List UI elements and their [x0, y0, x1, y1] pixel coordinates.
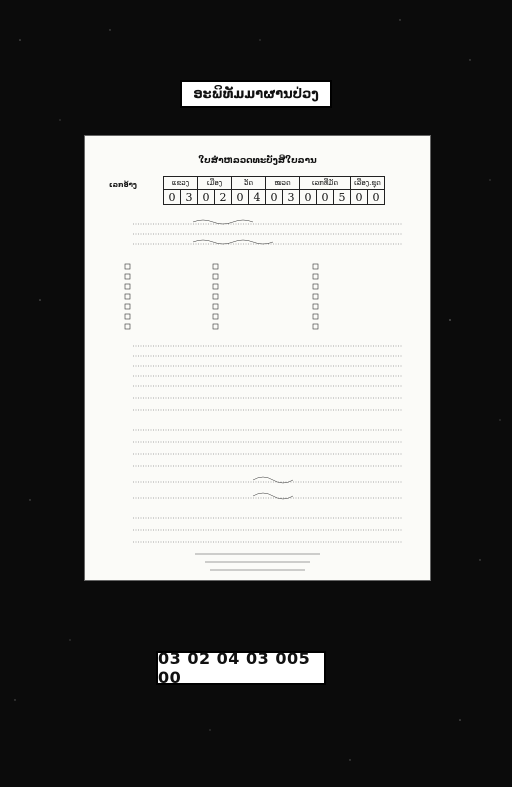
document-code-label: 03 02 04 03 005 00	[156, 651, 326, 685]
reference-code-grid	[163, 176, 385, 205]
form-footer	[85, 550, 430, 578]
header-label: ອະພິທັມມາຜານປ່ວງ	[180, 80, 332, 108]
code-digit: 0	[164, 190, 181, 205]
code-digit: 0	[232, 190, 249, 205]
code-digit: 0	[368, 190, 385, 205]
form-body-lines	[113, 218, 413, 548]
code-header-series: ເລືອງ.ຊຸດ	[351, 177, 385, 190]
reference-label: ເລກອ້າງ	[109, 181, 137, 189]
code-digit: 4	[249, 190, 266, 205]
code-digit: 3	[283, 190, 300, 205]
code-header-bundle: ເລກທີ່ມັດ	[300, 177, 351, 190]
survey-form-sheet	[84, 135, 431, 581]
code-header-temple: ວັດ	[232, 177, 266, 190]
code-digit: 0	[351, 190, 368, 205]
code-header-category: ໝວດ	[266, 177, 300, 190]
code-header-province: ແຂວງ	[164, 177, 198, 190]
code-header-district: ເມືອງ	[198, 177, 232, 190]
code-digit: 0	[317, 190, 334, 205]
code-digit: 2	[215, 190, 232, 205]
code-digit: 0	[300, 190, 317, 205]
form-title: ໃບສຳຫລວດທະບັງສີໃບລານ	[198, 156, 317, 166]
code-digit: 5	[334, 190, 351, 205]
code-digit: 0	[266, 190, 283, 205]
footer-lines	[85, 550, 430, 574]
code-digit: 0	[198, 190, 215, 205]
code-digit: 3	[181, 190, 198, 205]
